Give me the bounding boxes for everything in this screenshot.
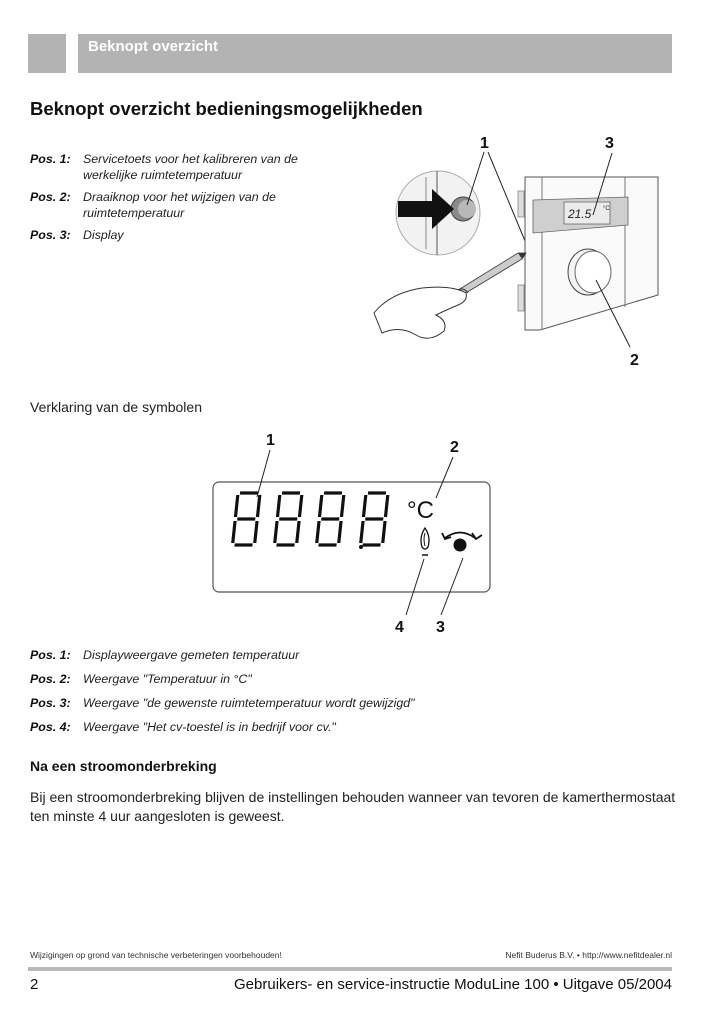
position-text: Weergave "de gewenste ruimtetemperatuur wordt gewijzigd" <box>83 696 415 710</box>
list-item <box>30 719 490 735</box>
footer-disclaimer: Wijzigingen op grond van technische verbeteringen voorbehouden! <box>30 950 282 960</box>
callout-3: 3 <box>605 135 614 152</box>
display-symbols-figure <box>200 425 500 640</box>
position-text: Weergave "Het cv-toestel is in bedrijf voor cv." <box>83 720 336 734</box>
symbols-list <box>30 647 490 743</box>
position-label: Pos. 4: <box>30 720 71 734</box>
callout-1: 1 <box>266 432 275 449</box>
thermostat-illustration <box>360 125 680 375</box>
page-title: Beknopt overzicht bedieningsmogelijkheden <box>30 98 423 119</box>
list-item <box>30 695 490 711</box>
position-label: Pos. 2: <box>30 672 71 686</box>
position-text: Draaiknop voor het wijzigen van de ruimtetemperatuur <box>83 190 276 220</box>
list-item <box>30 189 330 221</box>
position-label: Pos. 1: <box>30 648 71 662</box>
position-text: Weergave "Temperatuur in °C" <box>83 672 252 686</box>
footer-company-link[interactable]: Nefit Buderus B.V. • http://www.nefitdealer.nl <box>505 950 672 960</box>
power-section-heading: Na een stroomonderbreking <box>30 758 217 774</box>
list-item <box>30 227 330 243</box>
header-tab-block <box>28 34 66 73</box>
display-reading: 21.5 <box>568 207 592 221</box>
position-label: Pos. 3: <box>30 228 71 242</box>
page-number: 2 <box>30 976 39 993</box>
list-item <box>30 151 330 183</box>
footer-doc-title: Gebruikers- en service-instructie ModuLine 100 • Uitgave 05/2004 <box>234 976 672 993</box>
position-text: Servicetoets voor het kalibreren van de werkelijke ruimtetemperatuur <box>83 152 298 182</box>
callout-4: 4 <box>395 619 404 636</box>
position-label: Pos. 3: <box>30 696 71 710</box>
list-item <box>30 647 490 663</box>
symbols-heading: Verklaring van de symbolen <box>30 399 202 415</box>
section-title: Beknopt overzicht <box>88 38 219 55</box>
footer-divider <box>28 967 672 971</box>
position-text: Display <box>83 228 124 242</box>
callout-2: 2 <box>450 439 459 456</box>
callout-3: 3 <box>436 619 445 636</box>
svg-text:°C: °C <box>603 206 610 212</box>
celsius-icon: °C <box>407 497 434 524</box>
power-section-body: Bij een stroomonderbreking blijven de instellingen behouden wanneer van tevoren de kamerthermostaat ten minste 4 uur aangesloten is geweest. <box>30 789 676 824</box>
position-text: Displayweergave gemeten temperatuur <box>83 648 300 662</box>
list-item <box>30 671 490 687</box>
controls-list <box>30 151 330 249</box>
position-label: Pos. 1: <box>30 152 71 166</box>
callout-1: 1 <box>480 135 489 152</box>
callout-2: 2 <box>630 352 639 369</box>
position-label: Pos. 2: <box>30 190 71 204</box>
